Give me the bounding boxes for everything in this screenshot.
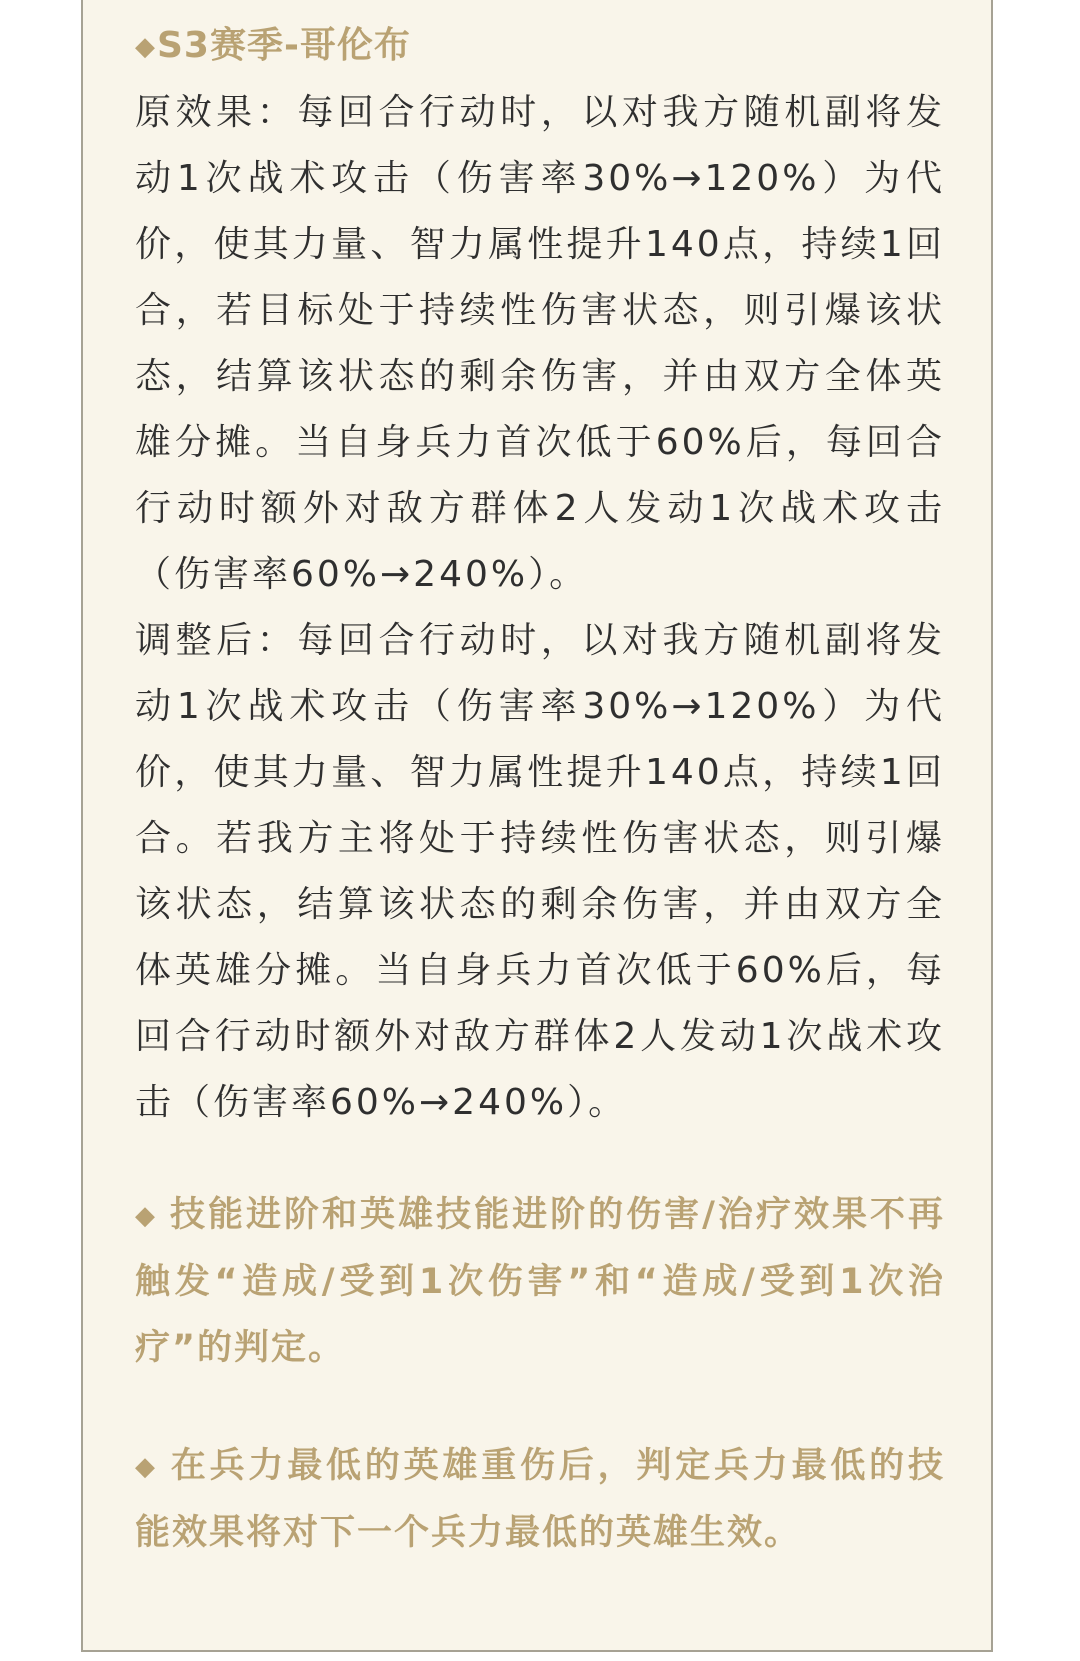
announcement-content: [135, 13, 945, 1566]
spacer: [135, 1381, 945, 1433]
original-effect-label: 原效果：: [135, 92, 298, 133]
announcement-panel: [81, 0, 993, 1652]
adjusted-effect-text: 每回合行动时，以对我方随机副将发动1次战术攻击（伤害率30%→120%）为代价，使其力量、智力属性提升140点，持续1回合。若我方主将处于持续性伤害状态，则引爆该状态，结算该状态的剩余伤害，并由双方全体英雄分摊。当自身兵力首次低于60%后，每回合行动时额外对敌方群体2人发动1次战术攻击（伤害率60%→240%）。: [135, 620, 945, 1123]
notice-lowest-troops: [135, 1433, 945, 1566]
diamond-bullet-icon: ◆: [135, 32, 156, 62]
original-effect-paragraph: [135, 80, 945, 608]
notice-text: 在兵力最低的英雄重伤后，判定兵力最低的技能效果将对下一个兵力最低的英雄生效。: [135, 1446, 945, 1553]
notice-damage-heal-trigger: [135, 1182, 945, 1381]
diamond-bullet-icon: ◆: [135, 1452, 157, 1482]
adjusted-effect-label: 调整后：: [135, 620, 298, 661]
section-heading: [135, 13, 945, 80]
spacer: [135, 1136, 945, 1182]
adjusted-effect-paragraph: [135, 608, 945, 1136]
notice-text: 技能进阶和英雄技能进阶的伤害/治疗效果不再触发“造成/受到1次伤害”和“造成/受到1次治疗”的判定。: [135, 1195, 945, 1368]
diamond-bullet-icon: ◆: [135, 1201, 157, 1231]
section-title: S3赛季-哥伦布: [157, 25, 411, 66]
original-effect-text: 每回合行动时，以对我方随机副将发动1次战术攻击（伤害率30%→120%）为代价，使其力量、智力属性提升140点，持续1回合，若目标处于持续性伤害状态，则引爆该状态，结算该状态的剩余伤害，并由双方全体英雄分摊。当自身兵力首次低于60%后，每回合行动时额外对敌方群体2人发动1次战术攻击（伤害率60%→240%）。: [135, 92, 945, 595]
